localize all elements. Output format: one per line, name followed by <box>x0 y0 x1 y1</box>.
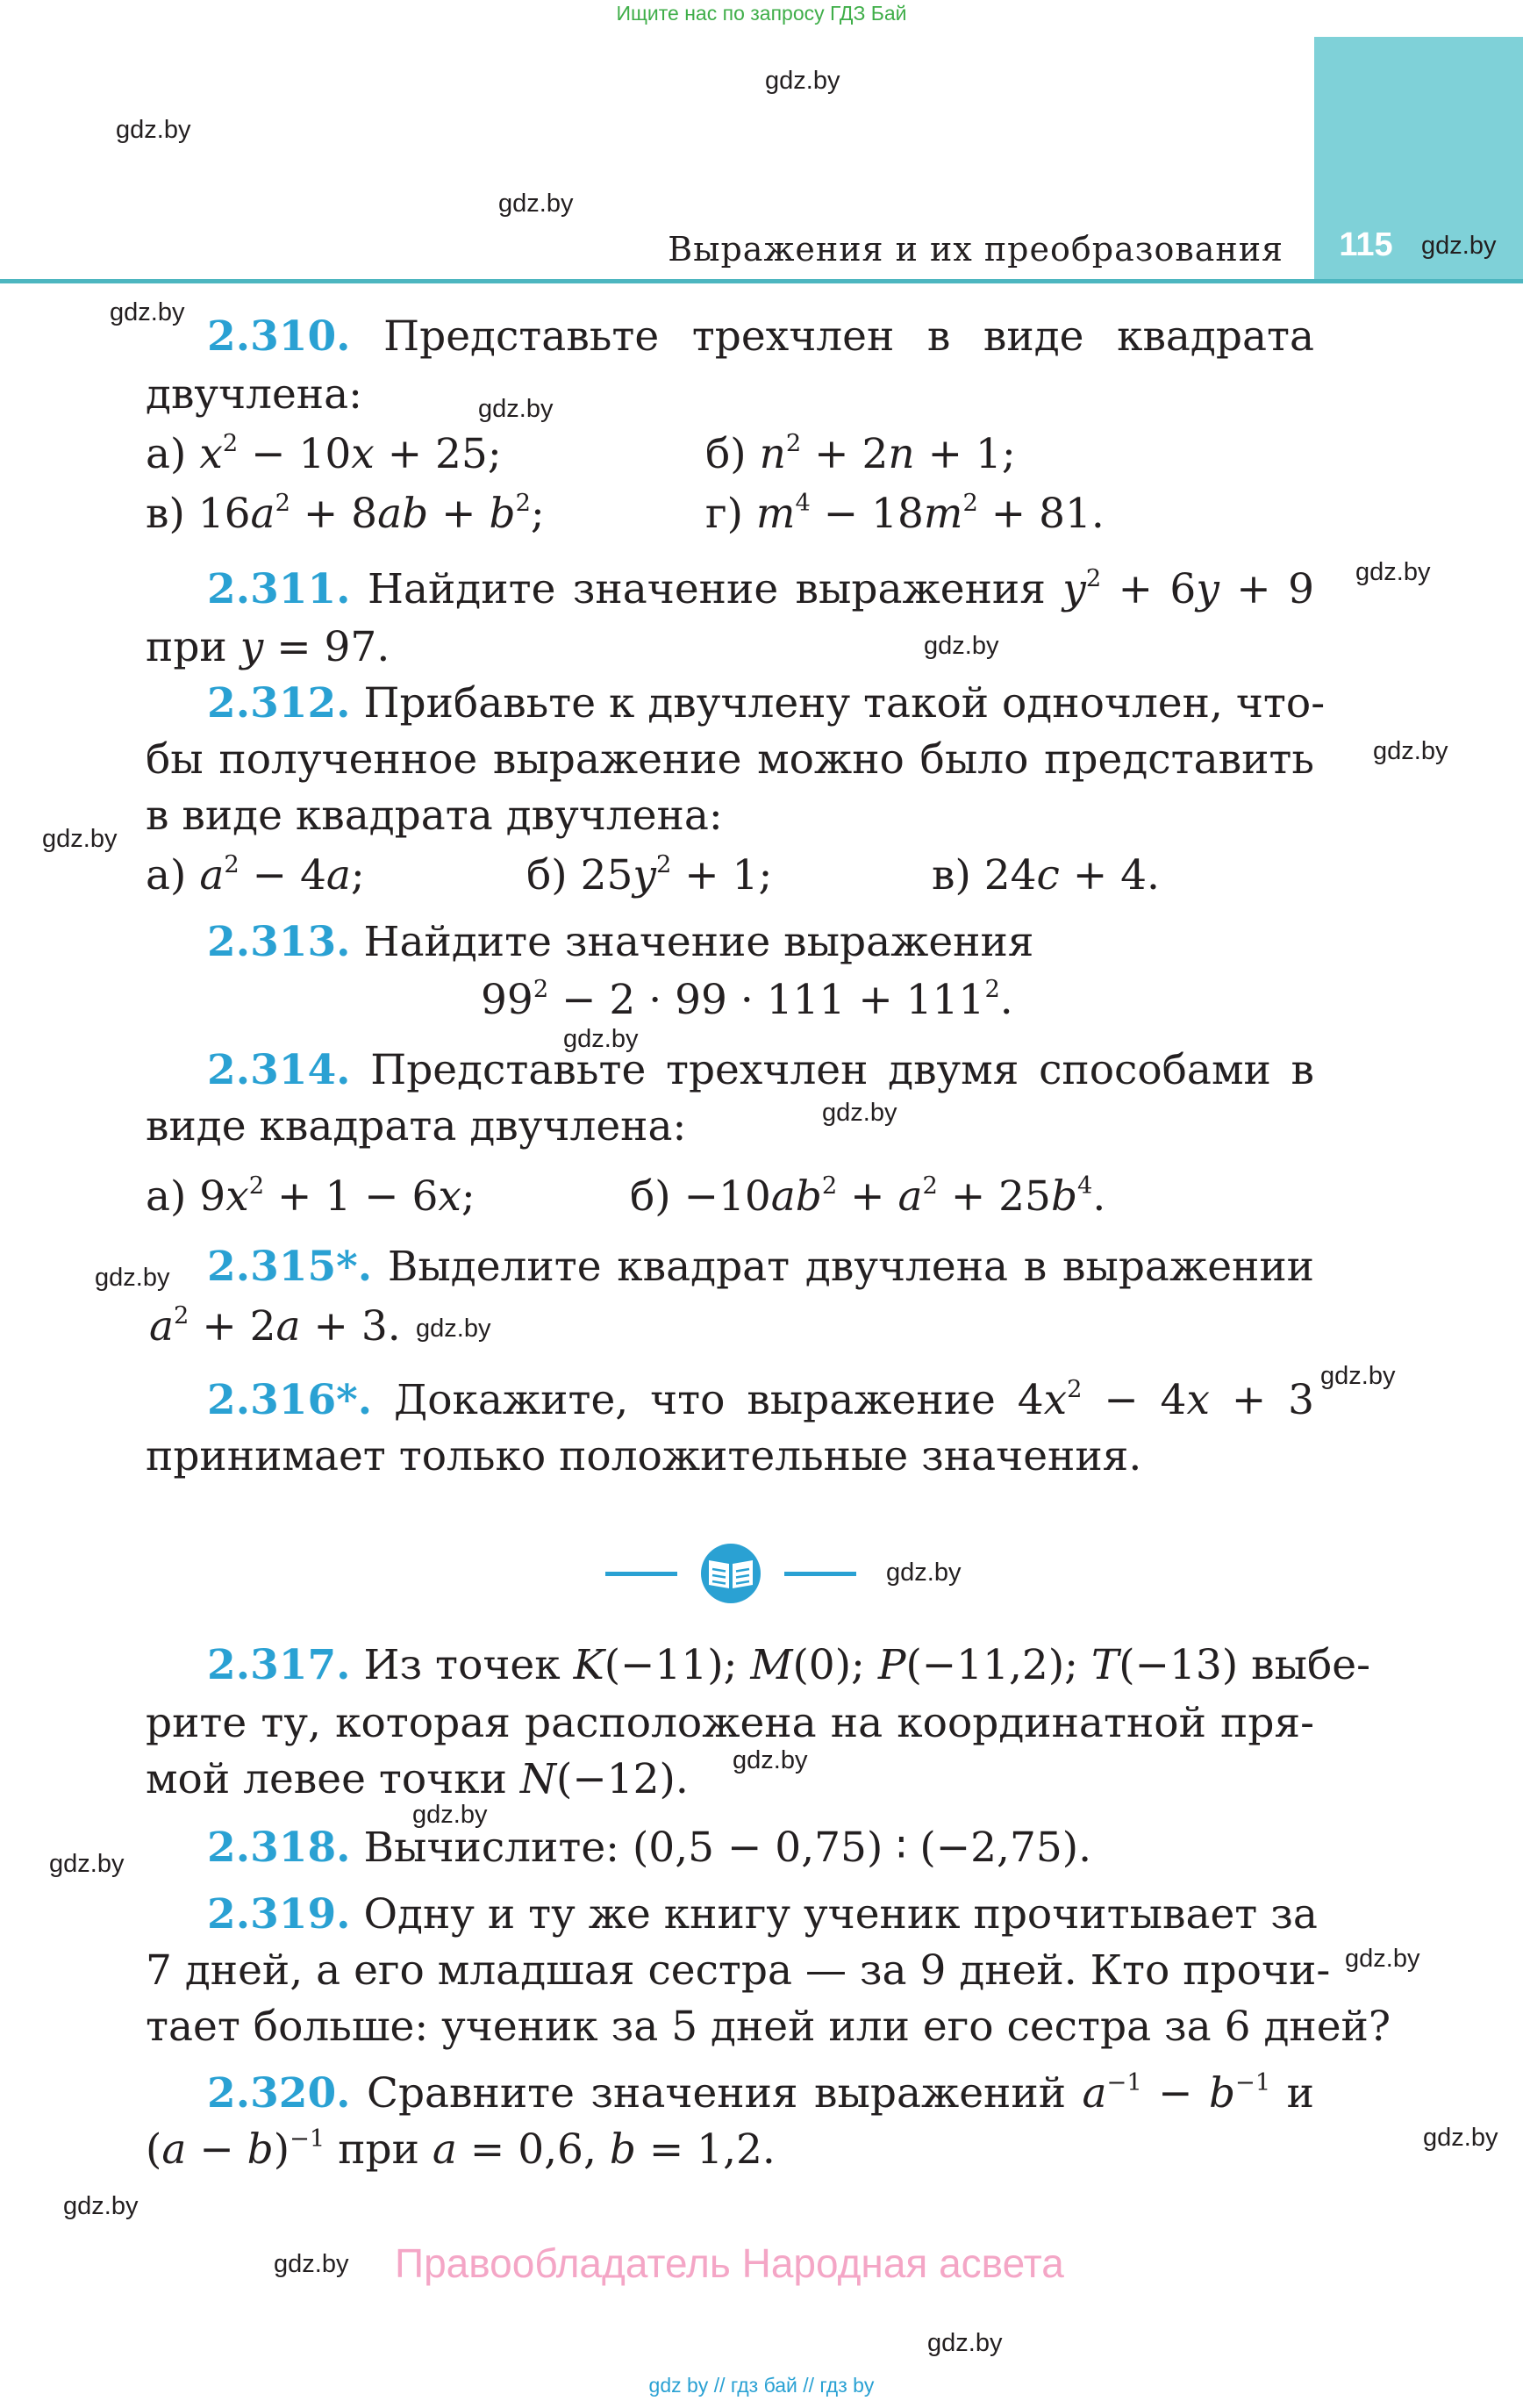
watermark: gdz.by <box>765 67 840 95</box>
watermark: gdz.by <box>478 395 554 423</box>
footer-links: gdz by // гдз бай // гдз by <box>648 2374 875 2397</box>
problem-2-312-v: в) 24c + 4. <box>932 851 1160 899</box>
problem-2-315-expression: $a^2 + 2a + 3$. <box>149 1301 401 1351</box>
item-label: а) <box>146 1172 187 1221</box>
watermark: gdz.by <box>1355 558 1431 586</box>
watermark: gdz.by <box>116 116 191 144</box>
problem-text: выбе- <box>1251 1641 1370 1689</box>
problem-text: мой левее точки <box>146 1755 507 1803</box>
watermark: gdz.by <box>1373 737 1448 765</box>
running-title: Выражения и их преобразования <box>668 230 1283 269</box>
problem-2-317-line2: рите ту, которая расположена на координатной пря- <box>146 1699 1314 1747</box>
problem-text: Найдите значение выражения <box>363 918 1034 966</box>
problem-2-312-b: б) $25y^2 + 1$; <box>526 850 773 899</box>
watermark: gdz.by <box>563 1025 639 1053</box>
watermark: gdz.by <box>95 1264 170 1292</box>
problem-2-312-line2: бы полученное выражение можно было представить <box>146 735 1314 784</box>
problem-text: и <box>1286 2069 1314 2118</box>
problem-2-312-line3: в виде квадрата двучлена: <box>146 792 723 840</box>
watermark: gdz.by <box>416 1315 491 1343</box>
item-label: а) <box>146 430 187 478</box>
problem-2-310-g: г) $m^4 - 18m^2 + 81$. <box>705 489 1105 538</box>
problem-text: Выделите квадрат двучлена в выражении <box>387 1243 1314 1291</box>
watermark: gdz.by <box>822 1099 897 1127</box>
watermark: gdz.by <box>733 1746 808 1774</box>
separator-line-right <box>784 1572 856 1576</box>
problem-2-315-line1 <box>207 1243 1314 1291</box>
watermark: gdz.by <box>1345 1945 1420 1973</box>
item-label: б) <box>705 430 747 478</box>
watermark: gdz.by <box>49 1850 125 1878</box>
watermark: gdz.by <box>63 2192 139 2220</box>
problem-number: 2.310. <box>207 312 351 361</box>
watermark: gdz.by <box>412 1801 488 1829</box>
watermark: gdz.by <box>1320 1362 1396 1390</box>
rights-holder: Правообладатель Народная асвета <box>395 2240 1064 2286</box>
problem-text: Вычислите: <box>363 1824 620 1872</box>
watermark: gdz.by <box>274 2250 349 2278</box>
problem-2-317-line1: 2.317. Из точек K(−11); M(0); P(−11,2); T(−13) выбе- <box>207 1641 1370 1689</box>
problem-2-316-line2: принимает только положительные значения. <box>146 1432 1142 1480</box>
problem-2-319-line1 <box>207 1890 1318 1939</box>
problem-number: 2.315*. <box>207 1243 373 1291</box>
item-label: в) <box>932 851 971 899</box>
watermark: gdz.by <box>886 1559 962 1587</box>
problem-2-319-line3: тает больше: ученик за 5 дней или его сестра за 6 дней? <box>146 2003 1391 2051</box>
section-separator <box>605 1543 856 1604</box>
problem-text: Представьте трехчлен в виде квадрата <box>383 312 1314 361</box>
problem-2-314-a: а) $9x^2 + 1 - 6x$; <box>146 1172 475 1221</box>
watermark: gdz.by <box>42 825 118 853</box>
problem-2-316-line1: 2.316*. Докажите, что выражение $4x^2 - 4x + 3$ <box>207 1375 1314 1424</box>
problem-2-318-line1: 2.318. Вычислите: (0,5 − 0,75) ∶ (−2,75). <box>207 1824 1092 1872</box>
page-number: 115 <box>1339 226 1393 263</box>
problem-2-313-expression: $99^2 - 2 \cdot 99 \cdot 111 + 111^2$. <box>481 975 1013 1024</box>
problem-2-311-line1: 2.311. Найдите значение выражения $y^2 + 6y + 9$ <box>207 564 1314 613</box>
problem-2-320-line2: $(a - b)^{-1}$ при a = 0,6, b = 1,2. <box>146 2125 776 2174</box>
problem-2-313-line1 <box>207 918 1034 966</box>
problem-2-312-line1 <box>207 679 1326 727</box>
problem-text: Представьте трехчлен двумя способами в <box>370 1046 1314 1094</box>
item-label: г) <box>705 490 743 538</box>
problem-2-320-line1: 2.320. Сравните значения выражений $a^{-1} - b^{-1}$ и <box>207 2068 1314 2118</box>
problem-2-310-a: а) $x^2 - 10x + 25$; <box>146 429 502 478</box>
problem-text: при <box>338 2125 419 2174</box>
watermark: gdz.by <box>1423 2124 1498 2152</box>
problem-2-314-b: $б) -10ab^2 + a^2 + 25b^4$. <box>630 1172 1106 1221</box>
problem-2-317-line3: мой левее точки N(−12). <box>146 1755 689 1803</box>
problem-2-314-line2: виде квадрата двучлена: <box>146 1102 687 1150</box>
item-label: а) <box>146 851 187 899</box>
problem-number: 2.311. <box>207 565 351 613</box>
separator-line-left <box>605 1572 677 1576</box>
watermark: gdz.by <box>110 298 185 326</box>
problem-number: 2.317. <box>207 1641 351 1689</box>
open-book-icon <box>701 1544 761 1603</box>
header-rule <box>0 279 1523 283</box>
problem-2-314-line1 <box>207 1046 1314 1094</box>
watermark: gdz.by <box>1421 232 1497 260</box>
watermark: gdz.by <box>498 190 574 218</box>
problem-2-310-line2: двучлена: <box>146 370 362 419</box>
item-label: б) <box>526 851 568 899</box>
problem-text: Найдите значение выражения <box>367 565 1046 613</box>
problem-2-312-a: а) $a^2 - 4a$; <box>146 850 365 899</box>
problem-number: 2.320. <box>207 2069 351 2118</box>
problem-text: Докажите, что выражение <box>394 1376 996 1424</box>
problem-text: Одну и ту же книгу ученик прочитывает за <box>363 1890 1318 1939</box>
problem-2-311-line2: при y = 97. <box>146 623 390 671</box>
top-note: Ищите нас по запросу ГДЗ Бай <box>616 2 907 25</box>
problem-text: Прибавьте к двучлену такой одночлен, что- <box>363 679 1326 727</box>
item-label: в) <box>146 490 185 538</box>
watermark: gdz.by <box>924 632 999 660</box>
problem-number: 2.314. <box>207 1046 351 1094</box>
problem-text: при <box>146 623 227 671</box>
problem-2-310-line1 <box>207 312 1314 361</box>
problem-text: Из точек <box>363 1641 561 1689</box>
problem-2-310-v: в) $16a^2 + 8ab + b^2$; <box>146 489 545 538</box>
problem-2-310-b: б) $n^2 + 2n + 1$; <box>705 429 1016 478</box>
problem-number: 2.319. <box>207 1890 351 1939</box>
item-label: б) <box>630 1172 671 1221</box>
problem-number: 2.312. <box>207 679 351 727</box>
problem-2-319-line2: 7 дней, а его младшая сестра — за 9 дней. Кто прочи- <box>146 1946 1331 1995</box>
problem-text: Сравните значения выражений <box>366 2069 1067 2118</box>
watermark: gdz.by <box>927 2329 1003 2357</box>
problem-number: 2.316*. <box>207 1376 373 1424</box>
problem-number: 2.318. <box>207 1824 351 1872</box>
problem-number: 2.313. <box>207 918 351 966</box>
